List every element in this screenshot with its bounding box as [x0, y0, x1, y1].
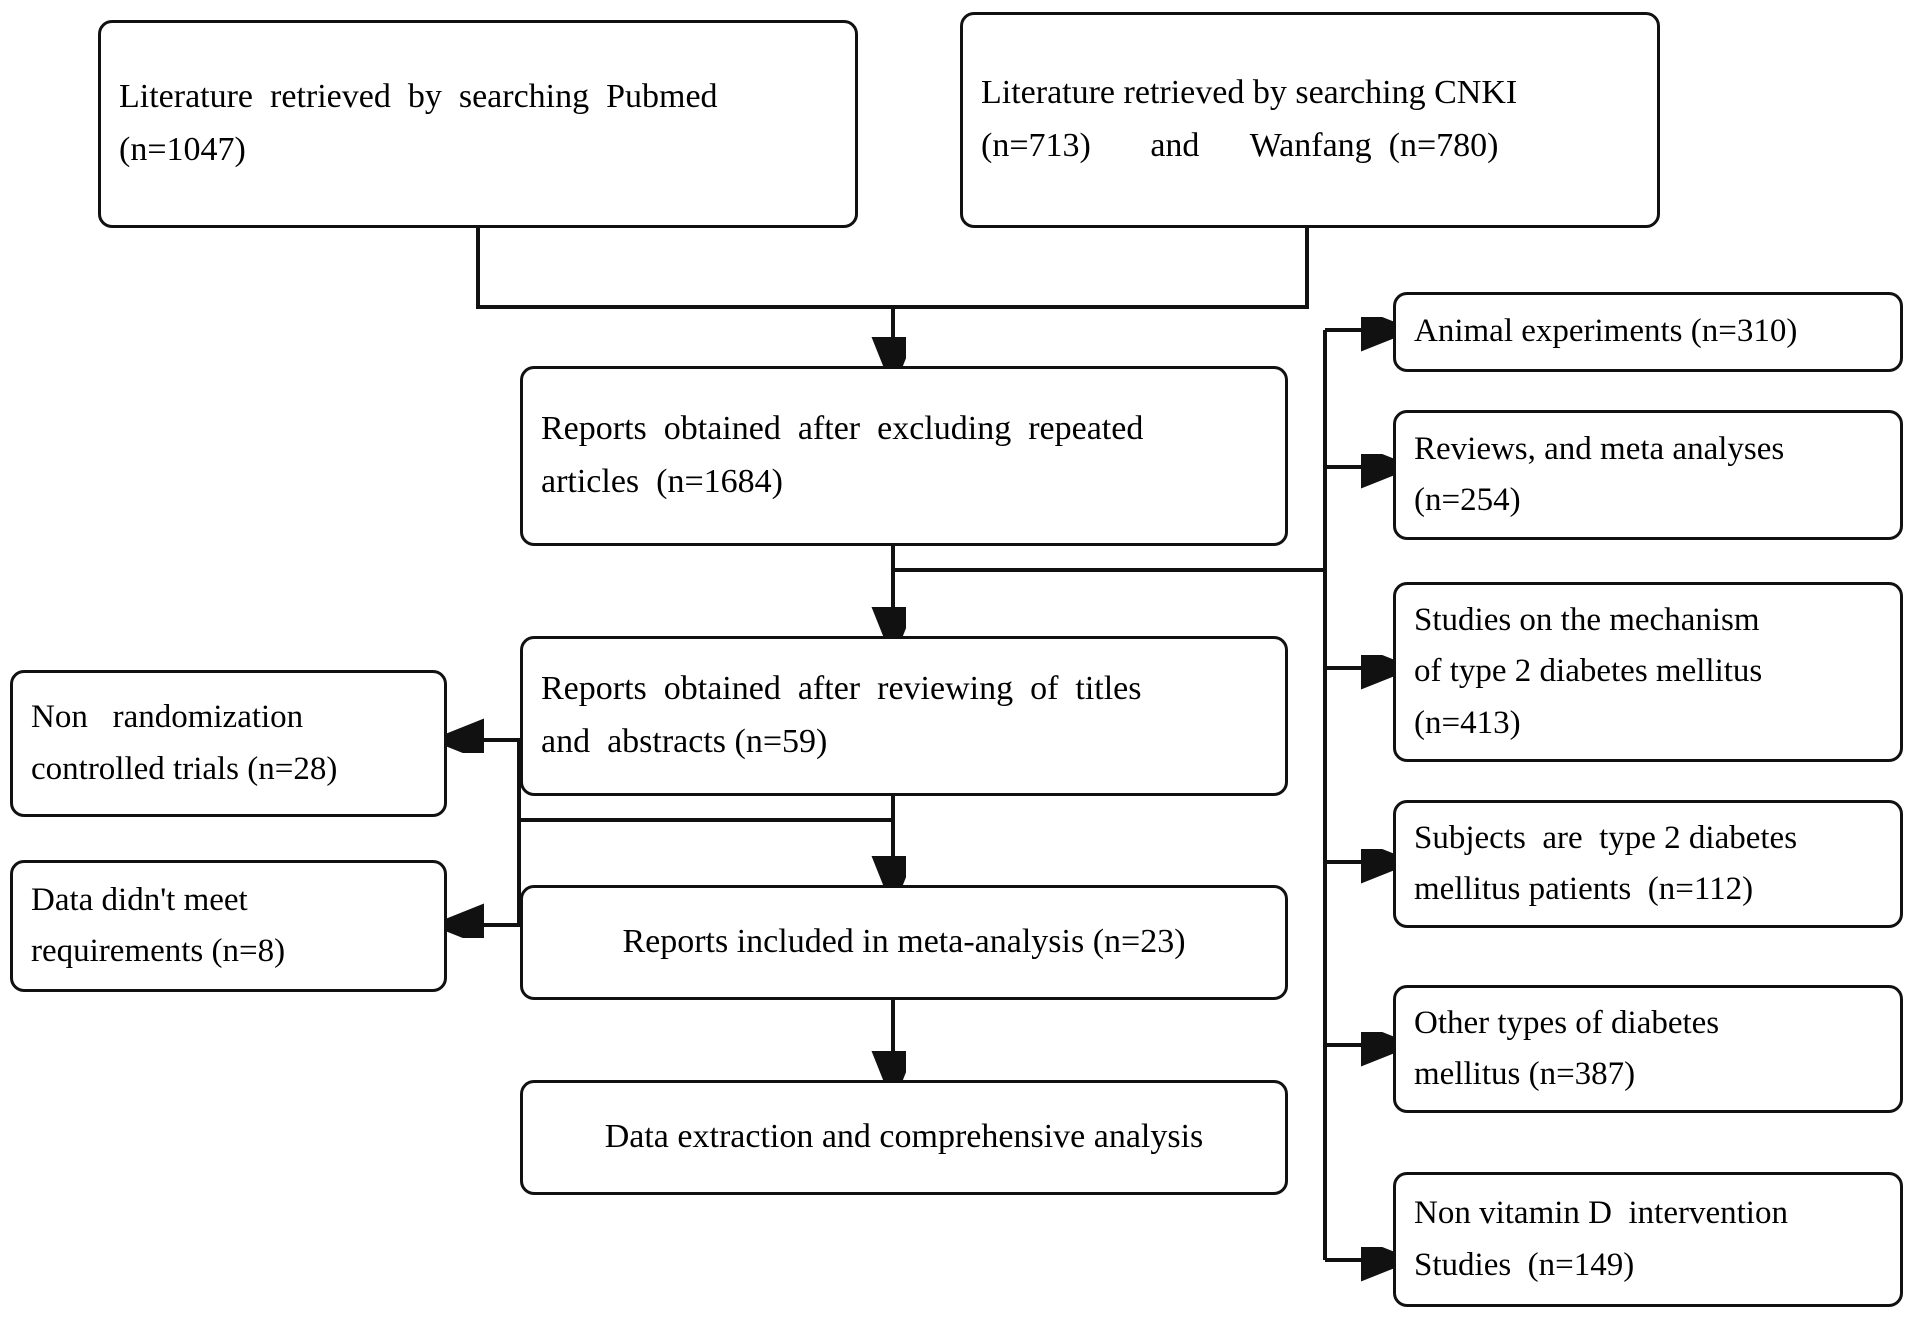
- node-subjects-line-2: mellitus patients (n=112): [1414, 871, 1754, 907]
- node-literature-cnki-line-2: (n=713) and Wanfang (n=780): [981, 127, 1499, 164]
- node-literature-pubmed-line-1: Literature retrieved by searching Pubmed: [119, 78, 718, 116]
- node-animal-line-1: Animal experiments (n=310): [1414, 313, 1798, 350]
- node-other-types-diabetes: [1393, 985, 1903, 1113]
- node-after-duplicates-line-1: Reports obtained after excluding repeated: [541, 410, 1144, 448]
- node-non-randomization-controlled-trials: [10, 670, 447, 817]
- node-data-extraction: [520, 1080, 1288, 1195]
- node-reviews-meta-analyses: [1393, 410, 1903, 540]
- node-mechanism-line-2: of type 2 diabetes mellitus: [1414, 653, 1763, 690]
- node-non-vitd-line-1: Non vitamin D intervention: [1414, 1195, 1788, 1232]
- node-other-types-line-1: Other types of diabetes: [1414, 1004, 1720, 1041]
- node-non-rct-line-1: Non randomization: [31, 699, 304, 736]
- node-studies-on-mechanism: [1393, 582, 1903, 762]
- node-subjects-type2-diabetes: [1393, 800, 1903, 928]
- wire-to-data-requirements: [455, 820, 519, 925]
- node-data-requirements-line-1: Data didn't meet: [31, 881, 248, 918]
- node-reviews-line-2: (n=254): [1414, 482, 1521, 518]
- node-non-vitd-line-2: Studies (n=149): [1414, 1246, 1635, 1283]
- node-literature-pubmed-line-2: (n=1047): [119, 131, 246, 168]
- node-reports-after-excluding-duplicates: [520, 366, 1288, 546]
- node-reviews-line-1: Reviews, and meta analyses: [1414, 430, 1785, 467]
- node-other-types-line-2: mellitus (n=387): [1414, 1056, 1636, 1092]
- node-mechanism-line-3: (n=413): [1414, 704, 1521, 741]
- node-reports-included: [520, 885, 1288, 1000]
- node-animal-experiments: [1393, 292, 1903, 372]
- node-literature-cnki-line-1: Literature retrieved by searching CNKI: [981, 74, 1518, 112]
- node-non-vitamin-d-intervention: [1393, 1172, 1903, 1307]
- node-literature-cnki-wanfang: [960, 12, 1660, 228]
- node-reports-after-reviewing-titles: [520, 636, 1288, 796]
- node-after-titles-line-1: Reports obtained after reviewing of titles: [541, 670, 1142, 708]
- node-mechanism-line-1: Studies on the mechanism: [1414, 602, 1760, 639]
- node-data-requirements-line-2: requirements (n=8): [31, 933, 286, 969]
- node-non-rct-line-2: controlled trials (n=28): [31, 750, 338, 787]
- node-extraction-line-1: Data extraction and comprehensive analysis: [604, 1118, 1204, 1156]
- wire-sources-merge: [478, 228, 1307, 307]
- node-data-didnt-meet-requirements: [10, 860, 447, 992]
- node-literature-pubmed: [98, 20, 858, 228]
- node-subjects-line-1: Subjects are type 2 diabetes: [1414, 819, 1798, 856]
- node-included-line-1: Reports included in meta-analysis (n=23): [622, 923, 1186, 961]
- node-after-titles-line-2: and abstracts (n=59): [541, 723, 828, 760]
- node-after-duplicates-line-2: articles (n=1684): [541, 463, 783, 500]
